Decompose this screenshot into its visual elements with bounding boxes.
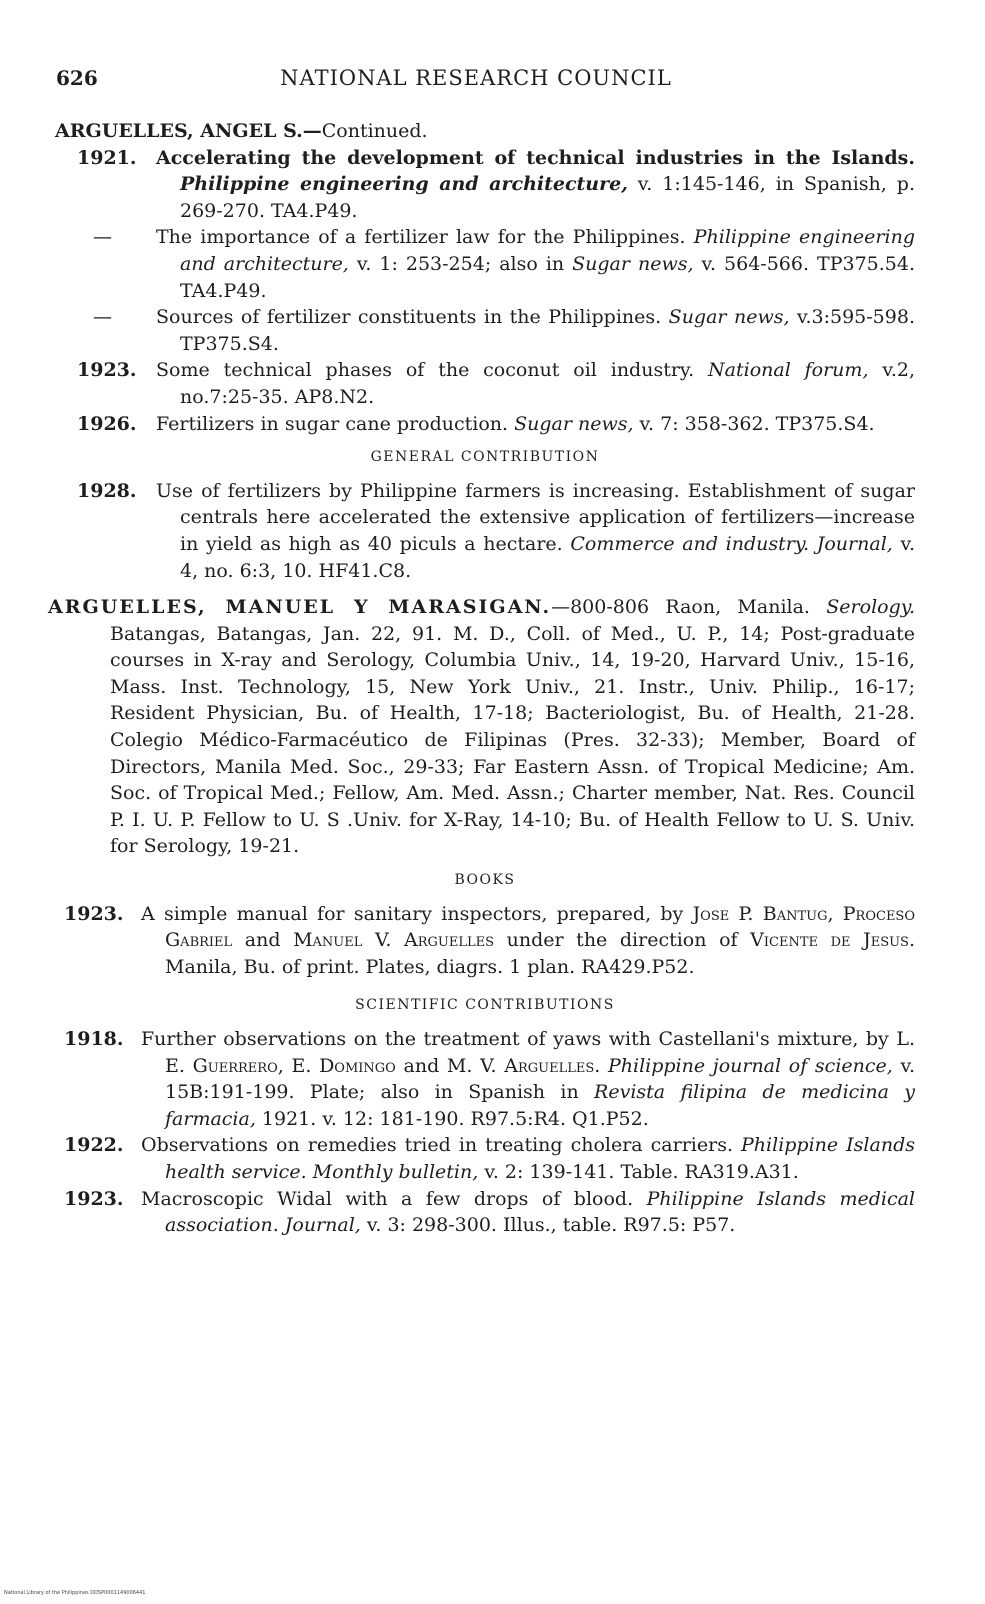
- entry-source: Sugar news,: [514, 412, 634, 435]
- entry-source: Philippine journal of science,: [607, 1054, 893, 1077]
- page-number: 626: [56, 66, 98, 90]
- entry-year: 1928.: [77, 479, 137, 502]
- entry-author-names: Domingo: [319, 1054, 396, 1077]
- author-bio-text: Batangas, Batangas, Jan. 22, 91. M. D., Coll. of Med., U. P., 14; Post-graduate courses in X-ray and Serology, Columbia Univ., 14, 19-20, Harvard Univ., 15-16, Mass. Inst. Technology, 15, New York Univ., 21. Instr., Univ. Philip., 16-17; Resident Physician, Bu. of Health, 17-18; Bacteriologist, Bu. of Health, 21-28. Colegio Médico-Farmacéutico de Filipinas (Pres. 32-33); Member, Board of Directors, Manila Med. Soc., 29-33; Far Eastern Assn. of Tropical Medicine; Am. Soc. of Tropical Med.; Fellow, Am. Med. Assn.; Charter member, Nat. Res. Council P. I. U. P. Fellow to U. S .Univ. for X-Ray, 14-10; Bu. of Health Fellow to U. S. Univ. for Serology, 19-21.: [110, 622, 915, 858]
- entry-title: Some technical phases of the coconut oil industry.: [156, 359, 695, 382]
- author-address: —800-806 Raon, Manila.: [551, 596, 810, 619]
- entry-source: Philippine engineering and architecture,: [180, 226, 915, 275]
- entry-title: The importance of a fertilizer law for the Philippines.: [156, 226, 686, 249]
- bib-entry: [49, 901, 915, 981]
- entry-text: and M. V.: [395, 1054, 505, 1077]
- entry-detail: v. 1:145-146, in Spanish, p. 269-270. TA4.P49.: [180, 173, 915, 222]
- section-heading-general: GENERAL CONTRIBUTION: [370, 449, 600, 466]
- entry-year: 1926.: [77, 412, 137, 435]
- entry-author-names: Jose P. Bantug, Proceso Gabriel: [165, 902, 915, 952]
- entry-title: Sources of fertilizer constituents in the Philippines.: [156, 306, 662, 329]
- bib-entry: [49, 1132, 915, 1185]
- running-title: NATIONAL RESEARCH COUNCIL: [280, 66, 672, 90]
- entry-year: 1918.: [64, 1028, 124, 1050]
- author-heading: [55, 118, 915, 145]
- bib-entry: [55, 224, 915, 304]
- bib-entry: [49, 1186, 915, 1239]
- entry-detail-secondary: 1921. v. 12: 181-190. R97.5:R4. Q1.P52.: [255, 1107, 649, 1130]
- entry-dash: —: [93, 226, 112, 249]
- section-heading-scientific: SCIENTIFIC CONTRIBUTIONS: [355, 997, 615, 1014]
- entry-text: .: [594, 1054, 608, 1077]
- entry-year: 1922.: [64, 1134, 124, 1157]
- entry-title: Further observations on the treatment of yaws with Castellani's mixture, by L. E.: [141, 1028, 915, 1077]
- entry-author-names: Guerrero: [192, 1054, 278, 1077]
- entry-source-secondary: Sugar news,: [572, 252, 694, 275]
- entry-source: Philippine Islands medical association. Journal,: [165, 1187, 915, 1237]
- entry-source: Philippine Islands health service. Monthly bulletin,: [165, 1134, 915, 1183]
- entry-title: Macroscopic Widal with a few drops of blood.: [141, 1187, 634, 1210]
- bib-entry: [55, 357, 915, 410]
- entry-detail-secondary: v. 564-566. TP375.54. TA4.P49.: [180, 252, 916, 302]
- entry-source: Sugar news,: [668, 306, 790, 329]
- entry-title: Fertilizers in sugar cane production.: [156, 412, 509, 435]
- entry-text: and: [232, 929, 294, 952]
- bib-entry: [55, 304, 915, 357]
- author-name: ARGUELLES, ANGEL S.—: [55, 120, 322, 142]
- section-heading-books: BOOKS: [454, 872, 516, 889]
- entry-dash: —: [93, 306, 112, 329]
- page-body: [48, 118, 916, 1239]
- bib-entry: [55, 145, 915, 225]
- entry-year: 1923.: [64, 1187, 124, 1210]
- bib-entry: [55, 478, 915, 584]
- entry-detail: v. 3: 298-300. Illus., table. R97.5: P57.: [360, 1214, 736, 1237]
- entry-source: Commerce and industry. Journal,: [570, 532, 893, 555]
- entry-title: Use of fertilizers by Philippine farmers is increasing. Establishment of sugar centrals here accelerated the extensive application of fertilizers—increase in yield as high as 40 piculs a hectare.: [156, 479, 915, 555]
- entry-detail: v. 1: 253-254; also in: [348, 252, 573, 275]
- entry-author-names: Manuel V. Arguelles: [293, 929, 495, 952]
- entry-source-secondary: Revista filipina de medicina y farmacia,: [165, 1081, 915, 1130]
- entry-year: 1923.: [64, 902, 124, 925]
- scan-footer: National Library of the Philippines DDSP0001149006441: [4, 1590, 146, 1596]
- entry-year: 1921.: [77, 146, 137, 169]
- entry-title: Observations on remedies tried in treating cholera carriers.: [141, 1134, 733, 1157]
- author-name: ARGUELLES, MANUEL Y MARASIGAN.: [48, 596, 552, 619]
- entry-text: , E.: [277, 1054, 320, 1077]
- entry-author-names: Arguelles: [504, 1054, 595, 1077]
- entry-detail: v. 2: 139-141. Table. RA319.A31.: [478, 1160, 799, 1183]
- page-header: [56, 66, 926, 96]
- entry-text: A simple manual for sanitary inspectors, prepared, by: [141, 902, 693, 925]
- entry-detail: v.2, no.7:25-35. AP8.N2.: [180, 359, 915, 408]
- bib-entry: [55, 411, 915, 438]
- entry-detail: v. 7: 358-362. TP375.S4.: [633, 412, 875, 435]
- entry-source: Philippine engineering and architecture,: [180, 173, 628, 196]
- entry-author-names: Vicente de Jesus: [750, 929, 909, 952]
- entry-text: . Manila, Bu. of print. Plates, diagrs. 1 plan. RA429.P52.: [165, 929, 916, 978]
- entry-detail: v. 4, no. 6:3, 10. HF41.C8.: [180, 532, 915, 582]
- entry-year: 1923.: [77, 359, 137, 382]
- author-bio: [48, 594, 915, 860]
- entry-detail: v. 15B:191-199. Plate; also in Spanish in: [165, 1054, 916, 1104]
- entry-title: Accelerating the development of technical industries in the Islands.: [156, 146, 915, 169]
- entry-source: National forum,: [708, 359, 869, 382]
- entry-detail: v.3:595-598. TP375.S4.: [180, 306, 915, 355]
- author-field: Serology.: [826, 596, 915, 619]
- bib-entry: [49, 1026, 915, 1132]
- entry-text: under the direction of: [494, 929, 751, 952]
- continued-label: Continued.: [321, 120, 428, 142]
